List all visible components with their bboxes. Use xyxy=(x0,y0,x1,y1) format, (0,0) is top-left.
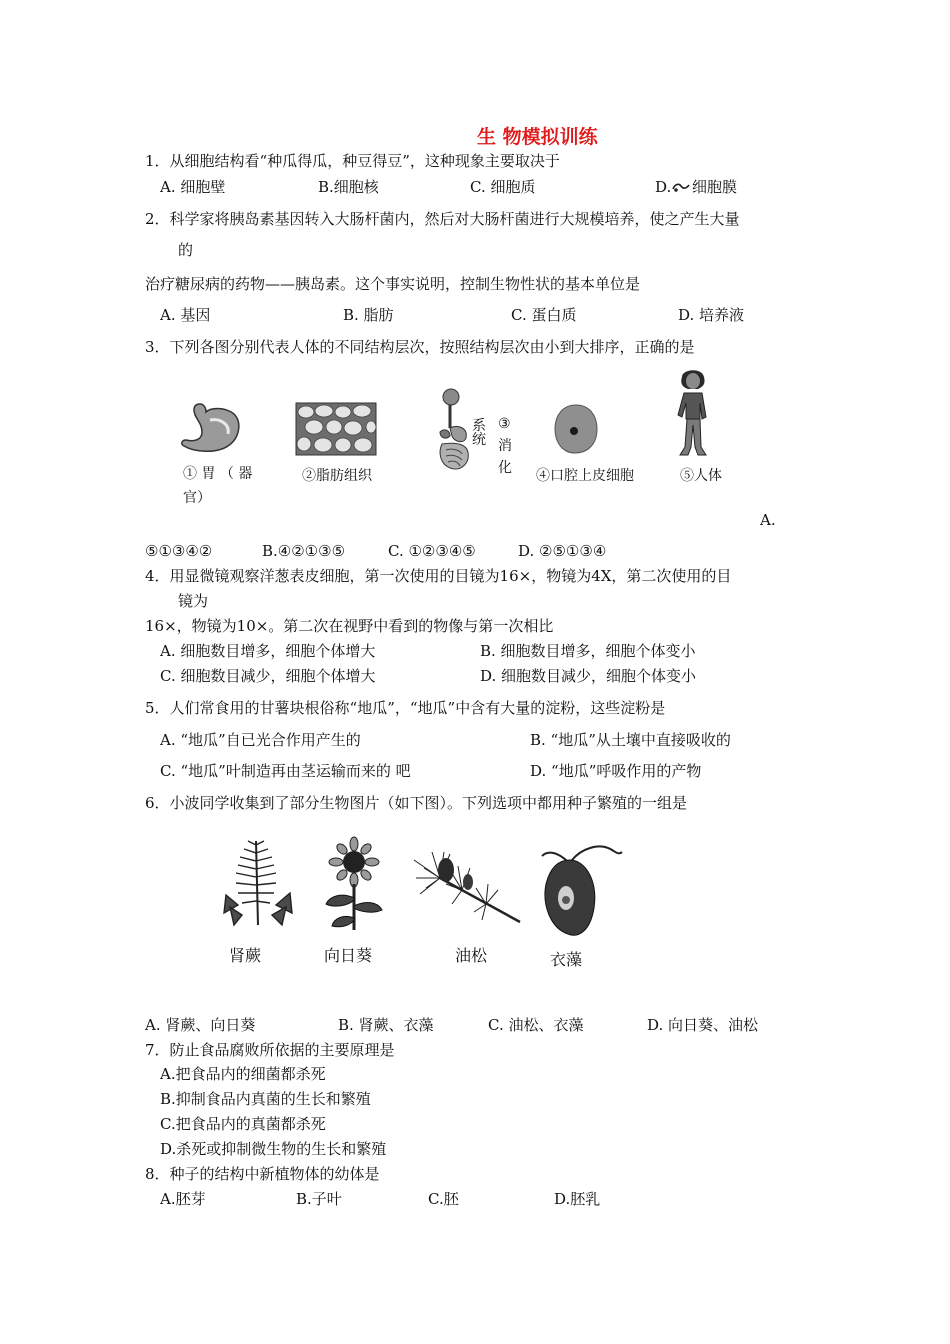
q2-option-a: A. 基因 xyxy=(160,306,211,324)
q1-option-d: D. xyxy=(655,178,672,196)
q1-option-c: C. 细胞质 xyxy=(470,178,536,196)
q4-option-a: A. 细胞数目增多，细胞个体增大 xyxy=(160,642,376,660)
q1-option-a: A. 细胞壁 xyxy=(160,178,226,196)
q6-option-a: A. 肾蕨、向日葵 xyxy=(145,1016,256,1034)
q3-caption-3d: 消 xyxy=(498,438,512,454)
q8-option-b: B.子叶 xyxy=(296,1190,342,1208)
q2-option-c: C. 蛋白质 xyxy=(511,306,577,324)
q6-label-pine: 油松 xyxy=(455,946,488,965)
q1-option-d-text: 细胞膜 xyxy=(692,178,738,196)
fern-illustration xyxy=(220,835,296,927)
small-glyph-icon xyxy=(671,180,691,194)
q5-option-d: D. “地瓜”呼吸作用的产物 xyxy=(530,762,702,780)
q4-option-d: D. 细胞数目减少，细胞个体变小 xyxy=(480,667,697,685)
q3-caption-2: ②脂肪组织 xyxy=(302,468,372,484)
q8-stem: 8．种子的结构中新植物体的幼体是 xyxy=(145,1165,380,1183)
q3-option-c: C. ①②③④⑤ xyxy=(388,542,476,560)
q7-option-c: C.把食品内的真菌都杀死 xyxy=(160,1115,326,1133)
q8-option-d: D.胚乳 xyxy=(554,1190,601,1208)
epithelial-cell-illustration xyxy=(553,403,599,455)
q6-option-c: C. 油松、衣藻 xyxy=(488,1016,584,1034)
q3-caption-3b: 统 xyxy=(472,432,486,448)
q1-stem: 1．从细胞结构看“种瓜得瓜，种豆得豆”，这种现象主要取决于 xyxy=(145,152,560,170)
q3-option-b: B.④②①③⑤ xyxy=(262,542,346,560)
q2-stem-line2: 治疗糖尿病的药物——胰岛素。这个事实说明，控制生物性状的基本单位是 xyxy=(145,275,641,293)
fat-tissue-illustration xyxy=(296,403,376,455)
q3-caption-1b: 官） xyxy=(183,490,211,506)
q3-option-d: D. ②⑤①③④ xyxy=(518,542,607,560)
q7-option-d: D.杀死或抑制微生物的生长和繁殖 xyxy=(160,1140,387,1158)
q3-option-a: ⑤①③④② xyxy=(145,542,213,560)
q4-stem-line1-wrap: 镜为 xyxy=(178,592,209,610)
q2-option-d: D. 培养液 xyxy=(678,306,745,324)
q4-stem-line1: 4．用显微镜观察洋葱表皮细胞，第一次使用的目镜为16×，物镜为4X，第二次使用的目 xyxy=(145,567,732,585)
q3-caption-5: ⑤人体 xyxy=(680,468,722,484)
q2-stem-line1-wrap: 的 xyxy=(178,241,194,259)
q3-option-a-label: A. xyxy=(760,511,776,529)
q7-option-a: A.把食品内的细菌都杀死 xyxy=(160,1065,326,1083)
q4-option-b: B. 细胞数目增多，细胞个体变小 xyxy=(480,642,696,660)
q5-option-c: C. “地瓜”叶制造再由茎运输而来的 吧 xyxy=(160,762,411,780)
stomach-illustration xyxy=(180,402,242,454)
q5-stem: 5．人们常食用的甘薯块根俗称“地瓜”，“地瓜”中含有大量的淀粉，这些淀粉是 xyxy=(145,699,666,717)
q7-option-b: B.抑制食品内真菌的生长和繁殖 xyxy=(160,1090,371,1108)
q1-option-b: B.细胞核 xyxy=(318,178,379,196)
q3-caption-1a: ① 胃 （ 器 xyxy=(183,466,253,482)
q6-label-fern: 肾蕨 xyxy=(229,946,262,965)
page-title: 生 物模拟训练 xyxy=(477,126,598,148)
q4-option-c: C. 细胞数目减少，细胞个体增大 xyxy=(160,667,376,685)
digestive-system-illustration xyxy=(436,388,474,474)
q6-stem: 6．小波同学收集到了部分生物图片（如下图）。下列选项中都用种子繁殖的一组是 xyxy=(145,794,688,812)
q3-stem: 3．下列各图分别代表人体的不同结构层次，按照结构层次由小到大排序，正确的是 xyxy=(145,338,695,356)
q8-option-c: C.胚 xyxy=(428,1190,459,1208)
q5-option-b: B. “地瓜”从土壤中直接吸收的 xyxy=(530,731,731,749)
q8-option-a: A.胚芽 xyxy=(160,1190,206,1208)
q3-caption-3e: 化 xyxy=(498,460,512,476)
q4-stem-line2: 16×，物镜为10×。第二次在视野中看到的物像与第一次相比 xyxy=(145,617,554,635)
q7-stem: 7．防止食品腐败所依据的主要原理是 xyxy=(145,1041,395,1059)
q2-stem-line1: 2．科学家将胰岛素基因转入大肠杆菌内，然后对大肠杆菌进行大规模培养，使之产生大量 xyxy=(145,210,740,228)
q3-caption-4: ④口腔上皮细胞 xyxy=(536,468,634,484)
chlamydomonas-illustration xyxy=(538,838,628,942)
q3-caption-3c: ③ xyxy=(498,416,511,432)
human-body-illustration xyxy=(672,367,716,461)
q6-option-d: D. 向日葵、油松 xyxy=(647,1016,759,1034)
q6-option-b: B. 肾蕨、衣藻 xyxy=(338,1016,434,1034)
pine-illustration xyxy=(410,848,526,928)
sunflower-illustration xyxy=(320,840,388,932)
q2-option-b: B. 脂肪 xyxy=(343,306,394,324)
q3-caption-3a: 系 xyxy=(472,418,486,434)
q6-label-sunflower: 向日葵 xyxy=(324,946,373,965)
q5-option-a: A. “地瓜”自已光合作用产生的 xyxy=(160,731,361,749)
q6-label-chlamydomonas: 衣藻 xyxy=(550,950,583,969)
